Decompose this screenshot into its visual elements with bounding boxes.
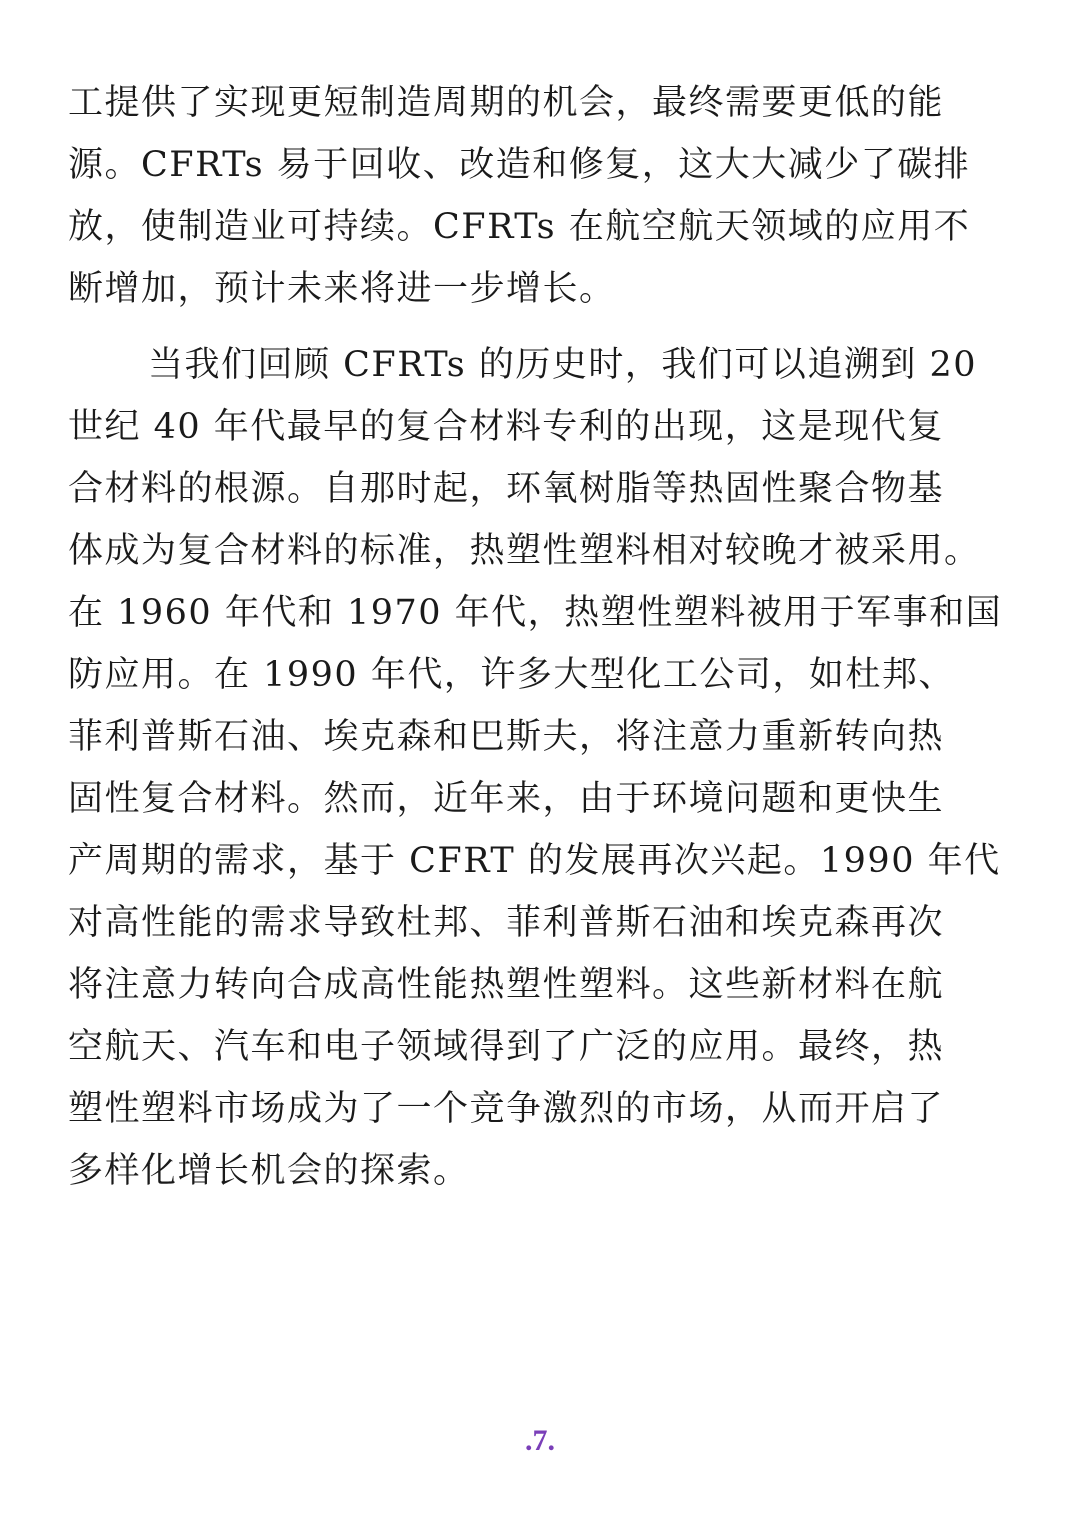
paragraph-line: 放，使制造业可持续。CFRTs 在航空航天领域的应用不: [68, 207, 971, 247]
paragraph-1: [68, 72, 1028, 320]
paragraph-line: 源。CFRTs 易于回收、改造和修复，这大大减少了碳排: [68, 145, 971, 185]
paragraph-line: 产周期的需求，基于 CFRT 的发展再次兴起。1990 年代: [68, 841, 1001, 881]
paragraph-line: 将注意力转向合成高性能热塑性塑料。这些新材料在航: [68, 965, 945, 1005]
paragraph-line: 固性复合材料。然而，近年来，由于环境问题和更快生: [68, 779, 945, 819]
paragraph-line: 工提供了实现更短制造周期的机会，最终需要更低的能: [68, 83, 945, 123]
page-number: .7.: [525, 1424, 555, 1457]
paragraph-line: 多样化增长机会的探索。: [68, 1151, 470, 1191]
paragraph-line: 对高性能的需求导致杜邦、菲利普斯石油和埃克森再次: [68, 903, 945, 943]
paragraph-line: 世纪 40 年代最早的复合材料专利的出现，这是现代复: [68, 407, 944, 447]
paragraph-2: [68, 334, 1028, 1202]
paragraph-line: 在 1960 年代和 1970 年代，热塑性塑料被用于军事和国: [68, 593, 1003, 633]
paragraph-line: 合材料的根源。自那时起，环氧树脂等热固性聚合物基: [68, 469, 945, 509]
paragraph-line: 体成为复合材料的标准，热塑性塑料相对较晚才被采用。: [68, 531, 981, 571]
paragraph-line: 空航天、汽车和电子领域得到了广泛的应用。最终，热: [68, 1027, 945, 1067]
paragraph-line: 当我们回顾 CFRTs 的历史时，我们可以追溯到 20: [148, 345, 977, 385]
paragraph-line: 菲利普斯石油、埃克森和巴斯夫，将注意力重新转向热: [68, 717, 945, 757]
paragraph-line: 防应用。在 1990 年代，许多大型化工公司，如杜邦、: [68, 655, 955, 695]
paragraph-line: 断增加，预计未来将进一步增长。: [68, 269, 616, 309]
paragraph-line: 塑性塑料市场成为了一个竞争激烈的市场，从而开启了: [68, 1089, 945, 1129]
